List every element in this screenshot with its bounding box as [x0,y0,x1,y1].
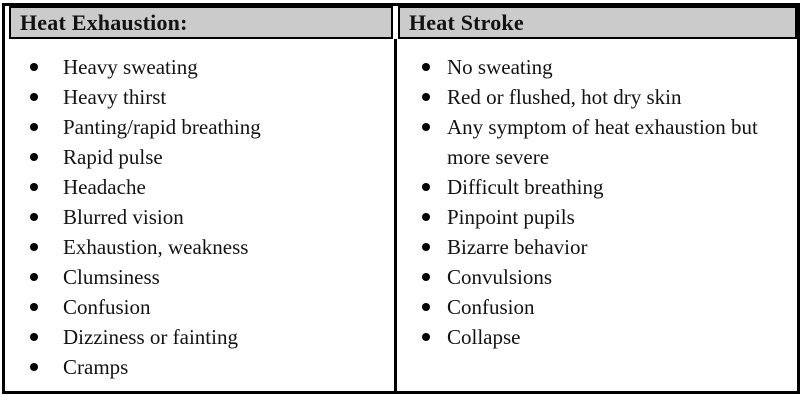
bullet-icon [30,93,38,101]
bullet-icon [30,123,38,131]
bullet-icon [30,333,38,341]
bullet-icon [422,213,430,221]
table-body-row [5,39,797,391]
symptom-item [5,292,394,322]
bullet-icon [422,333,430,341]
bullet-icon [422,183,430,191]
symptom-text: Confusion [447,295,535,319]
symptom-text: Heavy sweating [63,55,198,79]
bullet-icon [30,273,38,281]
symptom-text: Confusion [63,295,151,319]
bullet-icon [422,123,430,131]
heat-stroke-symptom-list [397,52,797,352]
symptom-text: Difficult breathing [447,175,604,199]
symptom-text: Cramps [63,355,129,379]
symptom-text: Convulsions [447,265,553,289]
symptom-item [5,52,394,82]
symptom-item [5,172,394,202]
symptom-item [397,292,797,322]
symptom-item [5,82,394,112]
symptom-item [5,322,394,352]
symptom-item [397,52,797,82]
symptom-item [397,322,797,352]
bullet-icon [422,303,430,311]
symptom-text: Collapse [447,325,521,349]
heat-stroke-header-cell [398,6,797,39]
symptom-item [397,172,797,202]
symptom-text: Panting/rapid breathing [63,115,261,139]
symptom-item [397,202,797,232]
symptom-item [397,82,797,112]
bullet-icon [30,183,38,191]
heat-stroke-header-label: Heat Stroke [409,9,524,35]
bullet-icon [422,93,430,101]
symptom-item [5,232,394,262]
bullet-icon [30,363,38,371]
heat-conditions-comparison-table [2,3,800,394]
symptom-item [5,262,394,292]
symptom-text: Heavy thirst [63,85,167,109]
symptom-text: Bizarre behavior [447,235,588,259]
symptom-text: Rapid pulse [63,145,163,169]
symptom-text: Pinpoint pupils [447,205,575,229]
symptom-item [397,262,797,292]
symptom-item [5,112,394,142]
bullet-icon [422,243,430,251]
heat-exhaustion-header-cell [9,6,393,39]
heat-exhaustion-body-cell [5,39,397,391]
symptom-text: Red or flushed, hot dry skin [447,85,682,109]
symptom-item [5,202,394,232]
symptom-text: No sweating [447,55,553,79]
heat-exhaustion-header-label: Heat Exhaustion: [20,9,188,35]
symptom-text: Headache [63,175,146,199]
symptom-item [397,112,797,172]
heat-exhaustion-symptom-list [5,52,394,382]
bullet-icon [30,153,38,161]
bullet-icon [30,63,38,71]
bullet-icon [422,63,430,71]
symptom-item [5,142,394,172]
symptom-text: Blurred vision [63,205,184,229]
bullet-icon [30,243,38,251]
symptom-item [397,232,797,262]
bullet-icon [30,213,38,221]
table-header-row [5,6,797,39]
heat-stroke-body-cell [397,39,797,391]
symptom-text: Any symptom of heat exhaustion but more severe [447,115,758,169]
bullet-icon [30,303,38,311]
symptom-text: Dizziness or fainting [63,325,238,349]
symptom-text: Clumsiness [63,265,160,289]
symptom-item [5,352,394,382]
symptom-text: Exhaustion, weakness [63,235,249,259]
bullet-icon [422,273,430,281]
